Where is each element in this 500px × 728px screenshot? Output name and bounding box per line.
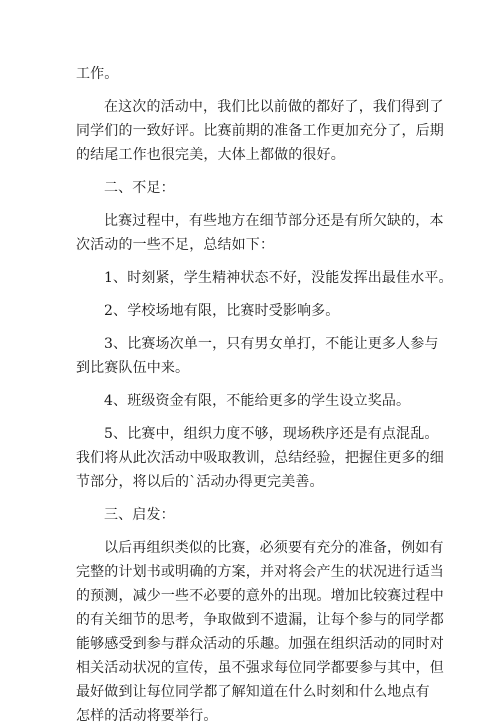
text-line: 的结尾工作也很完美，大体上都做的很好。 xyxy=(76,147,345,163)
text-line: 同学们的一致好评。比赛前期的准备工作更加充分了，后期 xyxy=(76,123,444,139)
text-line: 完整的计划书或明确的方案，并对将会产生的状况进行适当 xyxy=(76,564,444,580)
text-line: 到比赛队伍中来。 xyxy=(76,360,190,376)
text-line: 最好做到让每位同学都了解知道在什么时刻和什么地点有 xyxy=(76,684,430,700)
text-line: 我们将从此次活动中吸取教训，总结经验，把握住更多的细 xyxy=(76,450,444,466)
text-line: 能够感受到参与群众活动的乐趣。加强在组织活动的同时对 xyxy=(76,636,444,652)
list-item: 1、时刻紧，学生精神状态不好，没能发挥出最佳水平。 xyxy=(104,270,453,286)
text-line: 在这次的活动中，我们比以前做的都好了，我们得到了 xyxy=(104,99,444,115)
text-line: 怎样的活动将要举行。 xyxy=(76,708,218,724)
section-heading: 三、启发： xyxy=(104,507,175,523)
document-body xyxy=(76,62,453,728)
list-item: 3、比赛场次单一，只有男女单打，不能让更多人参与 xyxy=(104,336,439,352)
text-line: 的有关细节的思考，争取做到不遗漏，让每个参与的同学都 xyxy=(76,612,444,628)
list-item: 2、学校场地有限，比赛时受影响多。 xyxy=(104,303,340,319)
text-line: 比赛过程中，有些地方在细节部分还是有所欠缺的，本 xyxy=(104,213,444,229)
text-line: 工作。 xyxy=(76,66,119,82)
text-line: 相关活动状况的宣传，虽不强求每位同学都要参与其中，但 xyxy=(76,660,444,676)
text-line: 次活动的一些不足，总结如下： xyxy=(76,237,275,253)
text-line: 以后再组织类似的比赛，必须要有充分的准备，例如有 xyxy=(104,540,444,556)
section-heading: 二、不足： xyxy=(104,180,175,196)
text-line: 的预测，减少一些不必要的意外的出现。增加比较赛过程中 xyxy=(76,588,444,604)
list-item: 4、班级资金有限，不能给更多的学生设立奖品。 xyxy=(104,393,411,409)
list-item: 5、比赛中，组织力度不够，现场秩序还是有点混乱。 xyxy=(104,426,439,442)
text-line: 节部分，将以后的`活动办得更完美善。 xyxy=(76,474,324,490)
